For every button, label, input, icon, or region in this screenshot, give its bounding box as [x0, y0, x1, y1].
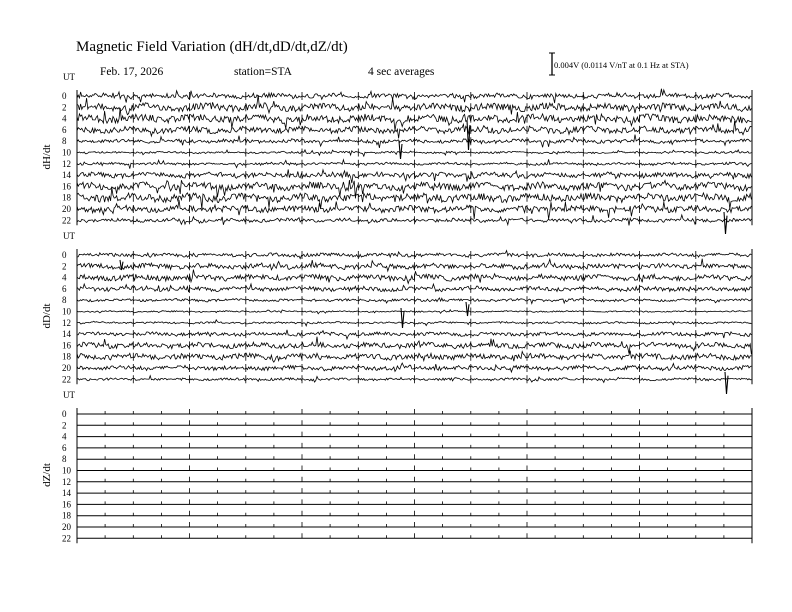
dh-dt-hour-label: 12 [62, 158, 71, 169]
dh-dt-axis-label: dH/dt [41, 144, 53, 170]
dz-dt-ticks [77, 443, 752, 448]
dh-dt-hour-label: 22 [62, 215, 71, 226]
dz-dt-hour-label: 14 [62, 488, 71, 499]
dz-dt-hour-label: 2 [62, 420, 67, 431]
dd-dt-hour-label: 12 [62, 317, 71, 328]
dd-dt-hour-label: 0 [62, 250, 67, 260]
disturbance-spike [120, 260, 123, 270]
dz-dt-ticks [77, 499, 752, 504]
dh-dt-hour-label: 4 [62, 113, 67, 124]
dh-dt-hour-label: 6 [62, 124, 67, 135]
dz-dt-axis-label: dZ/dt [41, 463, 53, 487]
dz-dt-ticks [77, 511, 752, 516]
dd-dt-hour-label: 18 [62, 351, 71, 362]
dz-dt-hour-label: 10 [62, 465, 71, 476]
disturbance-spike [724, 212, 727, 234]
dd-dt-hour-label: 2 [62, 261, 67, 272]
date-label: Feb. 17, 2026 [100, 66, 164, 78]
dd-dt-hour-label: 4 [62, 272, 67, 283]
scale-label: 0.004V (0.0114 V/nT at 0.1 Hz at STA) [554, 60, 689, 70]
dd-dt-axis-label: dD/dt [41, 303, 53, 329]
dh-dt-hour-label: 18 [62, 192, 71, 203]
dz-dt-hour-label: 6 [62, 442, 67, 453]
dd-dt-ticks [77, 353, 752, 361]
dz-dt-ticks [77, 533, 752, 538]
dz-dt-ticks [77, 488, 752, 493]
dz-dt-ticks [77, 420, 752, 425]
dd-dt-ticks [77, 285, 752, 293]
dd-dt-hour-label: 14 [62, 329, 71, 340]
dd-dt-hour-label: 16 [62, 340, 71, 351]
dh-dt-hour-label: 16 [62, 181, 71, 192]
dd-dt-ut-label: UT [63, 231, 75, 241]
disturbance-spike [467, 120, 470, 150]
dz-dt-hour-label: 18 [62, 510, 71, 521]
dh-dt-ut-label: UT [63, 72, 75, 82]
dh-dt-ticks [77, 171, 752, 179]
dd-dt-hour-label: 6 [62, 283, 67, 294]
dz-dt-hour-label: 12 [62, 476, 71, 487]
dh-dt-hour-label: 2 [62, 102, 67, 113]
dd-dt-hour-label: 22 [62, 374, 71, 385]
dh-dt-hour-label: 0 [62, 91, 67, 101]
dz-dt-ticks [77, 477, 752, 482]
dz-dt-ut-label: UT [63, 390, 75, 400]
station-label: station=STA [234, 66, 292, 78]
disturbance-spike [466, 302, 469, 316]
dh-dt-ticks [77, 126, 752, 134]
dd-dt-hour-label: 20 [62, 363, 71, 373]
disturbance-spike [399, 141, 402, 159]
dd-dt-ticks [77, 375, 752, 383]
dh-dt-hour-label: 20 [62, 204, 71, 214]
dz-dt-ticks [77, 522, 752, 527]
dh-dt-hour-label: 10 [62, 147, 71, 158]
averaging-label: 4 sec averages [368, 66, 435, 78]
dz-dt-hour-label: 0 [62, 409, 67, 419]
dz-dt-hour-label: 8 [62, 454, 67, 465]
dz-dt-hour-label: 16 [62, 499, 71, 510]
disturbance-spike [725, 372, 728, 394]
dz-dt-ticks [77, 466, 752, 471]
dz-dt-hour-label: 20 [62, 522, 71, 532]
dd-dt-hour-label: 8 [62, 295, 67, 306]
dz-dt-ticks [77, 432, 752, 437]
dz-dt-hour-label: 4 [62, 431, 67, 442]
dd-dt-hour-label: 10 [62, 306, 71, 317]
chart-title: Magnetic Field Variation (dH/dt,dD/dt,dZ/dt) [76, 39, 348, 55]
dh-dt-hour-label: 14 [62, 170, 71, 181]
dh-dt-ticks [77, 160, 752, 168]
dh-dt-hour-label: 8 [62, 136, 67, 147]
dz-dt-hour-label: 22 [62, 533, 71, 544]
dh-dt-ticks [77, 92, 752, 100]
dz-dt-ticks [77, 454, 752, 459]
dz-dt-ticks [77, 409, 752, 414]
